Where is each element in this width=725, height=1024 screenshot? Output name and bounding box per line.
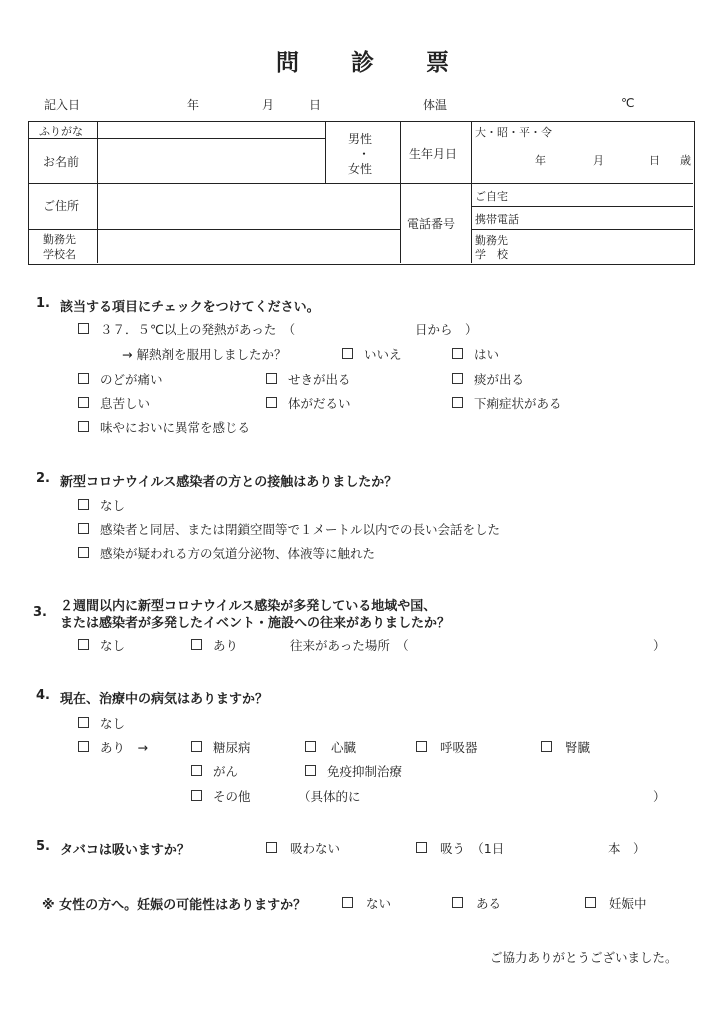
travel-place-label: 往来があった場所 （: [290, 638, 409, 653]
contact-fluids-checkbox[interactable]: [78, 547, 89, 558]
age-label: 歳: [680, 154, 691, 167]
kidney-checkbox[interactable]: [541, 741, 552, 752]
workplace-field[interactable]: [101, 231, 397, 261]
q2-number: 2.: [36, 471, 50, 486]
mobile-phone-label: 携帯電話: [475, 213, 519, 226]
furigana-field[interactable]: [101, 123, 323, 137]
name-label: お名前: [43, 155, 80, 169]
diarrhea-checkbox[interactable]: [452, 397, 463, 408]
tired-label: 体がだるい: [288, 396, 351, 411]
travel-yes-checkbox[interactable]: [191, 639, 202, 650]
era-options[interactable]: 大・昭・平・令: [475, 126, 552, 139]
illness-none-label: なし: [100, 716, 126, 731]
cancer-checkbox[interactable]: [191, 765, 202, 776]
smoke-no-checkbox[interactable]: [266, 842, 277, 853]
diarrhea-label: 下痢症状がある: [474, 396, 562, 411]
entry-day-label: 日: [309, 98, 322, 112]
smoke-unit-label: 本 ）: [608, 841, 646, 856]
contact-none-label: なし: [100, 498, 126, 513]
address-field[interactable]: [101, 185, 397, 227]
birth-day-label: 日: [649, 154, 660, 167]
heart-checkbox[interactable]: [305, 741, 316, 752]
travel-none-checkbox[interactable]: [78, 639, 89, 650]
name-field[interactable]: [101, 140, 323, 182]
patient-info-table: [28, 121, 695, 265]
other-illness-close: ）: [653, 789, 666, 804]
breath-label: 息苦しい: [100, 396, 151, 411]
entry-year-label: 年: [187, 98, 200, 112]
antipyretic-yes-label: はい: [474, 347, 500, 362]
work-phone-label-1: 勤務先: [475, 234, 508, 247]
q5-number: 5.: [36, 839, 50, 854]
contact-cohabit-checkbox[interactable]: [78, 523, 89, 534]
cancer-label: がん: [213, 764, 239, 779]
female-option[interactable]: 女性: [348, 162, 373, 176]
gender-separator: ・: [358, 147, 371, 161]
diabetes-label: 糖尿病: [213, 740, 251, 755]
birth-year-label: 年: [535, 154, 546, 167]
entry-date-label: 記入日: [44, 98, 81, 112]
pregnancy-possible-checkbox[interactable]: [452, 897, 463, 908]
temperature-label: 体温: [423, 98, 448, 112]
illness-none-checkbox[interactable]: [78, 717, 89, 728]
contact-none-checkbox[interactable]: [78, 499, 89, 510]
taste-label: 味やにおいに異常を感じる: [100, 420, 251, 435]
home-phone-label: ご自宅: [475, 190, 508, 203]
contact-fluids-label: 感染が疑われる方の気道分泌物、体液等に触れた: [100, 546, 376, 561]
heart-label: 心臓: [331, 740, 357, 755]
illness-yes-checkbox[interactable]: [78, 741, 89, 752]
fever-checkbox[interactable]: [78, 323, 89, 334]
pregnancy-possible-label: ある: [476, 896, 502, 911]
birthdate-label: 生年月日: [409, 147, 458, 161]
other-illness-specific-label: （具体的に: [298, 789, 361, 804]
pregnant-checkbox[interactable]: [585, 897, 596, 908]
smoke-no-label: 吸わない: [290, 841, 341, 856]
smoke-yes-label: 吸う （1日: [440, 841, 505, 856]
q3-question-line2: または感染者が多発したイベント・施設への往来がありましたか？: [60, 616, 451, 631]
pregnancy-no-checkbox[interactable]: [342, 897, 353, 908]
antipyretic-no-checkbox[interactable]: [342, 348, 353, 359]
work-phone-label-2: 学 校: [475, 248, 508, 261]
q3-number: 3.: [33, 605, 47, 620]
antipyretic-label: → 解熱剤を服用しましたか？: [122, 347, 287, 362]
address-label: ご住所: [43, 199, 80, 213]
q1-question: 該当する項目にチェックをつけてください。: [60, 300, 320, 315]
antipyretic-no-label: いいえ: [364, 347, 402, 362]
thank-you-note: ご協力ありがとうございました。: [490, 950, 678, 965]
other-illness-label: その他: [213, 789, 251, 804]
diabetes-checkbox[interactable]: [191, 741, 202, 752]
illness-yes-label: あり →: [100, 740, 148, 755]
respiratory-checkbox[interactable]: [416, 741, 427, 752]
respiratory-label: 呼吸器: [440, 740, 478, 755]
kidney-label: 腎臓: [565, 740, 591, 755]
workplace-label-2: 学校名: [43, 248, 76, 261]
travel-place-close: ）: [653, 638, 666, 653]
tired-checkbox[interactable]: [266, 397, 277, 408]
contact-cohabit-label: 感染者と同居、または閉鎖空間等で１メートル以内での長い会話をした: [100, 522, 501, 537]
page-title: 問 診 票: [275, 50, 471, 76]
fever-label: ３７．５℃以上の発熱があった （: [100, 322, 296, 337]
phlegm-checkbox[interactable]: [452, 373, 463, 384]
travel-place-field[interactable]: [425, 634, 650, 652]
phone-label: 電話番号: [407, 217, 456, 231]
cough-label: せきが出る: [288, 372, 351, 387]
furigana-label: ふりがな: [39, 125, 83, 138]
fever-from-label: 日から ）: [415, 322, 478, 337]
antipyretic-yes-checkbox[interactable]: [452, 348, 463, 359]
entry-month-label: 月: [262, 98, 275, 112]
workplace-label-1: 勤務先: [43, 233, 76, 246]
pregnancy-no-label: ない: [366, 896, 392, 911]
smoke-yes-checkbox[interactable]: [416, 842, 427, 853]
q4-number: 4.: [36, 688, 50, 703]
travel-none-label: なし: [100, 638, 126, 653]
pregnant-label: 妊娠中: [609, 896, 647, 911]
male-option[interactable]: 男性: [348, 132, 373, 146]
pregnancy-question: ※ 女性の方へ。妊娠の可能性はありますか？: [42, 898, 307, 913]
q1-number: 1.: [36, 296, 50, 311]
phlegm-label: 痰が出る: [474, 372, 525, 387]
temperature-unit: ℃: [621, 96, 635, 110]
travel-yes-label: あり: [213, 638, 239, 653]
breath-checkbox[interactable]: [78, 397, 89, 408]
immunosuppression-checkbox[interactable]: [305, 765, 316, 776]
q5-question: タバコは吸いますか？: [60, 843, 190, 858]
other-illness-field[interactable]: [370, 785, 650, 803]
taste-checkbox[interactable]: [78, 421, 89, 432]
other-illness-checkbox[interactable]: [191, 790, 202, 801]
q4-question: 現在、治療中の病気はありますか？: [60, 692, 269, 707]
q2-question: 新型コロナウイルス感染者の方との接触はありましたか？: [60, 475, 398, 490]
cigarettes-per-day-field[interactable]: [520, 837, 605, 855]
immunosuppression-label: 免疫抑制治療: [327, 764, 403, 779]
q3-question-line1: ２週間以内に新型コロナウイルス感染が多発している地域や国、: [60, 599, 437, 614]
birth-month-label: 月: [593, 154, 604, 167]
cough-checkbox[interactable]: [266, 373, 277, 384]
throat-checkbox[interactable]: [78, 373, 89, 384]
throat-label: のどが痛い: [100, 372, 163, 387]
